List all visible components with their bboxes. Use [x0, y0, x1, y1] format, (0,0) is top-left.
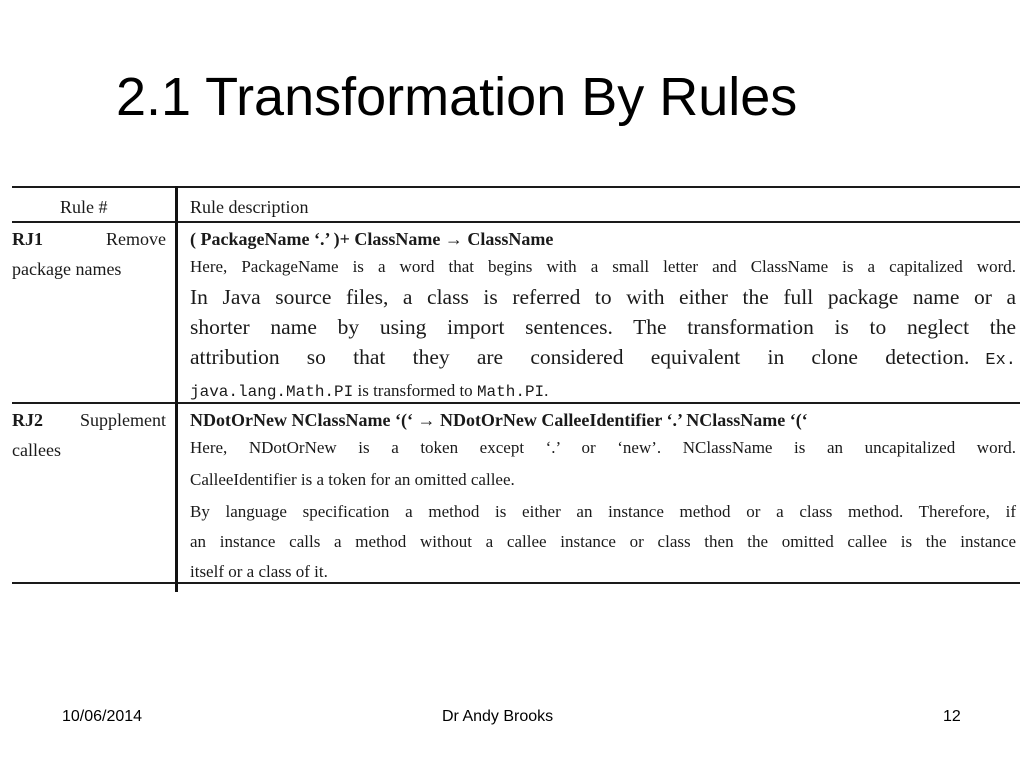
- column-divider: [175, 186, 178, 592]
- rule-pattern: ( PackageName ‘.’ )+ ClassName → ClassName: [190, 229, 554, 249]
- rule-id: RJ2: [12, 410, 43, 430]
- example-line: [190, 376, 1016, 407]
- table-top-border: [12, 186, 1020, 188]
- rule-cell-rj2: [12, 405, 166, 465]
- rule-description-rj1: [190, 226, 1016, 407]
- rule-note-continued: CalleeIdentifier is a token for an omitted callee.: [190, 470, 515, 489]
- rule-note: Here, NDotOrNew is a token except ‘.’ or ‘new’. NClassName is an uncapitalized word.: [190, 438, 1016, 457]
- rule-explanation-line: an instance calls a method without a callee instance or class then the omitted callee is the instance: [190, 532, 1016, 551]
- explanation-line: In Java source files, a class is referred to with either the full package name or a: [190, 285, 1016, 309]
- rule-cell-rj1: [12, 224, 166, 284]
- slide-title: 2.1 Transformation By Rules: [116, 67, 798, 127]
- example-label: Ex.: [985, 351, 1016, 370]
- explanation-line: shorter name by using import sentences. The transformation is to neglect the: [190, 315, 1016, 339]
- rule-description-rj2: [190, 407, 1016, 587]
- rule-name: Remove: [106, 229, 166, 249]
- example-end: .: [544, 381, 549, 400]
- footer-author: Dr Andy Brooks: [442, 708, 554, 725]
- example-code-after: Math.PI: [476, 383, 545, 401]
- rule-name-continued: callees: [12, 440, 61, 460]
- rule-name-continued: package names: [12, 259, 122, 279]
- example-code-before: java.lang.Math.PI: [190, 383, 354, 401]
- header-rule-description: Rule description: [190, 197, 309, 217]
- header-rule-number: Rule #: [60, 197, 108, 217]
- rule-explanation-line: By language specification a method is either an instance method or a class method. Therefore, if: [190, 502, 1016, 521]
- header-separator: [12, 221, 1020, 223]
- rule-id: RJ1: [12, 229, 43, 249]
- example-text: is transformed to: [353, 381, 477, 400]
- rule-name: Supplement: [80, 410, 166, 430]
- footer-page-number: 12: [943, 708, 961, 725]
- explanation-line: [190, 342, 1016, 376]
- rule-explanation: [190, 282, 1016, 407]
- rule-pattern: NDotOrNew NClassName ‘(‘ → NDotOrNew CalleeIdentifier ‘.’ NClassName ‘(‘: [190, 410, 808, 430]
- rule-explanation-line: itself or a class of it.: [190, 562, 328, 581]
- footer-date: 10/06/2014: [62, 708, 143, 725]
- explanation-text: attribution so that they are considered equivalent in clone detection.: [190, 345, 970, 369]
- rule-note: Here, PackageName is a word that begins with a small letter and ClassName is a capitalized word.: [190, 257, 1016, 276]
